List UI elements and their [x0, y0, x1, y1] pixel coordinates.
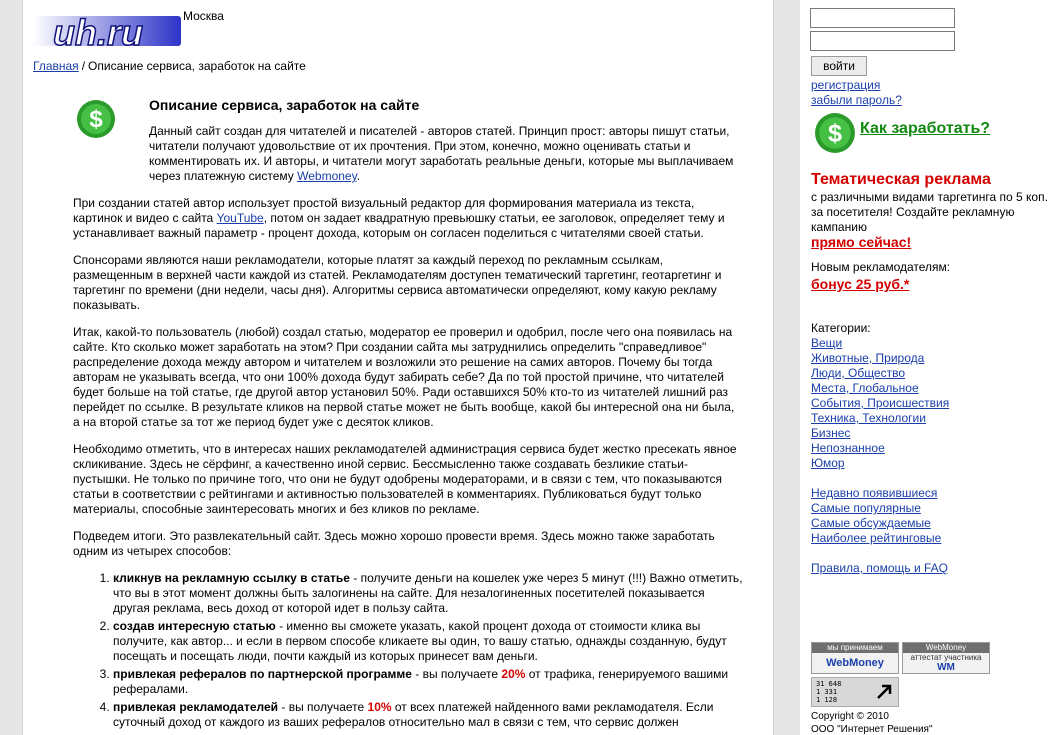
- article-lists: [811, 486, 941, 546]
- category-link[interactable]: Техника, Технологии: [811, 411, 926, 425]
- breadcrumb: Главная / Описание сервиса, заработок на сайте: [33, 59, 306, 73]
- paragraph-4: Необходимо отметить, что в интересах наших рекламодателей администрация сервиса будет жестко пресекать явное скликивание. Здесь не сёрфинг, а качественно иной сервис. Бессмысленно также создавать безликие статьи-пустышки. Не только по причине того, что они не будут одобрены модераторами, и в связи с тем, что показываются статьи в соответствии с рейтингами и активностью пользователей в комментариях. Публиковаться будут только материалы, способные заинтересовать многих и без кликов по рекламе.: [73, 442, 737, 516]
- list-link[interactable]: Самые обсуждаемые: [811, 516, 931, 530]
- help-faq-link[interactable]: Правила, помощь и FAQ: [811, 561, 948, 575]
- article-title: Описание сервиса, заработок на сайте: [149, 97, 420, 113]
- bonus-link[interactable]: бонус 25 руб.*: [811, 276, 910, 292]
- paragraph-5: Подведем итоги. Это развлекательный сайт. Здесь можно хорошо провести время. Здесь можно также заработать одним из четырех способов:: [73, 529, 715, 558]
- list-link[interactable]: Самые популярные: [811, 501, 921, 515]
- earning-ways-list: [73, 571, 743, 730]
- category-link[interactable]: Вещи: [811, 336, 843, 350]
- youtube-link[interactable]: YouTube: [216, 211, 264, 225]
- category-link[interactable]: Животные, Природа: [811, 351, 925, 365]
- sidebar: [800, 0, 1060, 735]
- password-field[interactable]: [810, 31, 955, 51]
- article-body: [73, 196, 743, 733]
- list-item: 2. создав интересную статью - именно вы сможете указать, какой процент дохода от стоимости клика вы получите, как автор... и если в первом способе кликаете вы один, то вашу статью, однажды созданную, будут посещать и посещать люди, почти каждый из которых принесет вам деньги.: [113, 619, 743, 664]
- category-link[interactable]: Места, Глобальное: [811, 381, 919, 395]
- svg-text:$: $: [89, 106, 103, 133]
- city-label: Москва: [183, 9, 224, 23]
- breadcrumb-current: Описание сервиса, заработок на сайте: [88, 59, 306, 73]
- categories-heading: Категории:: [811, 321, 871, 335]
- visit-counter[interactable]: 31 648 1 331 1 128: [811, 677, 899, 707]
- login-field[interactable]: [810, 8, 955, 28]
- article-intro: Данный сайт создан для читателей и писателей - авторов статей. Принцип прост: авторы пишут статьи, читатели получают удовольствие от их прочтения. При этом, конечно, можно оценивать статьи и комментировать их. И авторы, и читатели могут заработать реальные деньги, которые мы выплачиваем через платежную систему Webmoney.: [149, 124, 734, 183]
- categories-list: [811, 336, 949, 471]
- paragraph-1: При создании статей автор использует простой визуальный редактор для формирования материала из текста, картинок и видео с сайта YouTube, потом он задает квадратную превьюшку статьи, ее заголовок, определяет тему и устанавливает важный параметр - процент дохода, которым он согласен поделиться с читателями своей статьи.: [73, 196, 725, 240]
- list-link[interactable]: Недавно появившиеся: [811, 486, 938, 500]
- paragraph-3: Итак, какой-то пользователь (любой) создал статью, модератор ее проверил и одобрил, после чего она появилась на сайте. Кто сколько может заработать на этом? При создании сайта мы затруднились определить "справедливое" распределение дохода между автором и читателем и возложили это решение на самих авторов. Почему бы тогда авторам не указывать всегда, что они 100% дохода будут забирать себе? Да по той простой причине, что читателей будет больше на той статье, где другой автор установил 50%. Ради оставшихся 50% кто-то из читателей лишний раз перейдет по ссылке. В результате кликов на первой статье может не быть вообще, какой бы интересной она ни была, а на второй статье за тот же период будет уже с десяток кликов.: [73, 325, 735, 429]
- create-campaign-link[interactable]: прямо сейчас!: [811, 234, 912, 250]
- category-link[interactable]: Люди, Общество: [811, 366, 906, 380]
- svg-text:$: $: [827, 119, 843, 148]
- category-link[interactable]: Бизнес: [811, 426, 851, 440]
- copyright: Copyright © 2010 ООО "Интернет Решения": [811, 711, 933, 735]
- webmoney-attestat-badge[interactable]: WebMoney аттестат участника WM: [902, 642, 990, 674]
- webmoney-accept-badge[interactable]: мы принимаем WebMoney: [811, 642, 899, 674]
- how-to-earn-link[interactable]: Как заработать?: [860, 120, 991, 137]
- forgot-password-link[interactable]: забыли пароль?: [811, 93, 902, 107]
- login-button[interactable]: войти: [811, 56, 867, 76]
- site-logo[interactable]: [33, 6, 181, 54]
- register-link[interactable]: регистрация: [811, 78, 881, 92]
- ad-text: с различными видами таргетинга по 5 коп. за посетителя! Создайте рекламную кампанию прямо сейчас!: [811, 190, 1048, 250]
- category-link[interactable]: События, Происшествия: [811, 396, 950, 410]
- category-link[interactable]: Юмор: [811, 456, 845, 470]
- list-item: 1. кликнув на рекламную ссылку в статье - получите деньги на кошелек уже через 5 минут (!!!) Важно отметить, что вы в этот момент должны быть залогинены на сайте. Для незалогиненных посетителей показывается другая реклама, весь доход от которой идет в пользу сайта.: [113, 571, 743, 616]
- list-item: 3. привлекая рефералов по партнерской программе - вы получаете 20% от трафика, генерируемого вашими рефералами.: [113, 667, 743, 697]
- dollar-icon: [76, 99, 116, 139]
- breadcrumb-home-link[interactable]: Главная: [33, 59, 79, 73]
- list-item: 4. привлекая рекламодателей - вы получаете 10% от всех платежей найденного вами рекламодателя. Если суточный доход от каждого из ваших рефералов относительно мал в связи с тем, что сервис должен: [113, 700, 743, 730]
- bonus-label: Новым рекламодателям:: [811, 260, 951, 274]
- dollar-icon[interactable]: [814, 112, 856, 154]
- ad-title: Тематическая реклама: [811, 171, 991, 188]
- list-link[interactable]: Наиболее рейтинговые: [811, 531, 942, 545]
- webmoney-link[interactable]: Webmoney: [297, 169, 357, 183]
- paragraph-2: Спонсорами являются наши рекламодатели, которые платят за каждый переход по рекламным ссылкам, размещенным в верхней части каждой из статей. Рекламодателям доступен тематический таргетинг, геотаргетинг и таргетинг по времени (дни недели, часы дня). Алгоритмы сервиса автоматически определяют, кому какую рекламу показывать.: [73, 253, 722, 312]
- category-link[interactable]: Непознанное: [811, 441, 885, 455]
- main-column: [22, 0, 774, 735]
- arrow-icon: [875, 683, 893, 701]
- svg-text:uh.ru: uh.ru: [53, 12, 143, 53]
